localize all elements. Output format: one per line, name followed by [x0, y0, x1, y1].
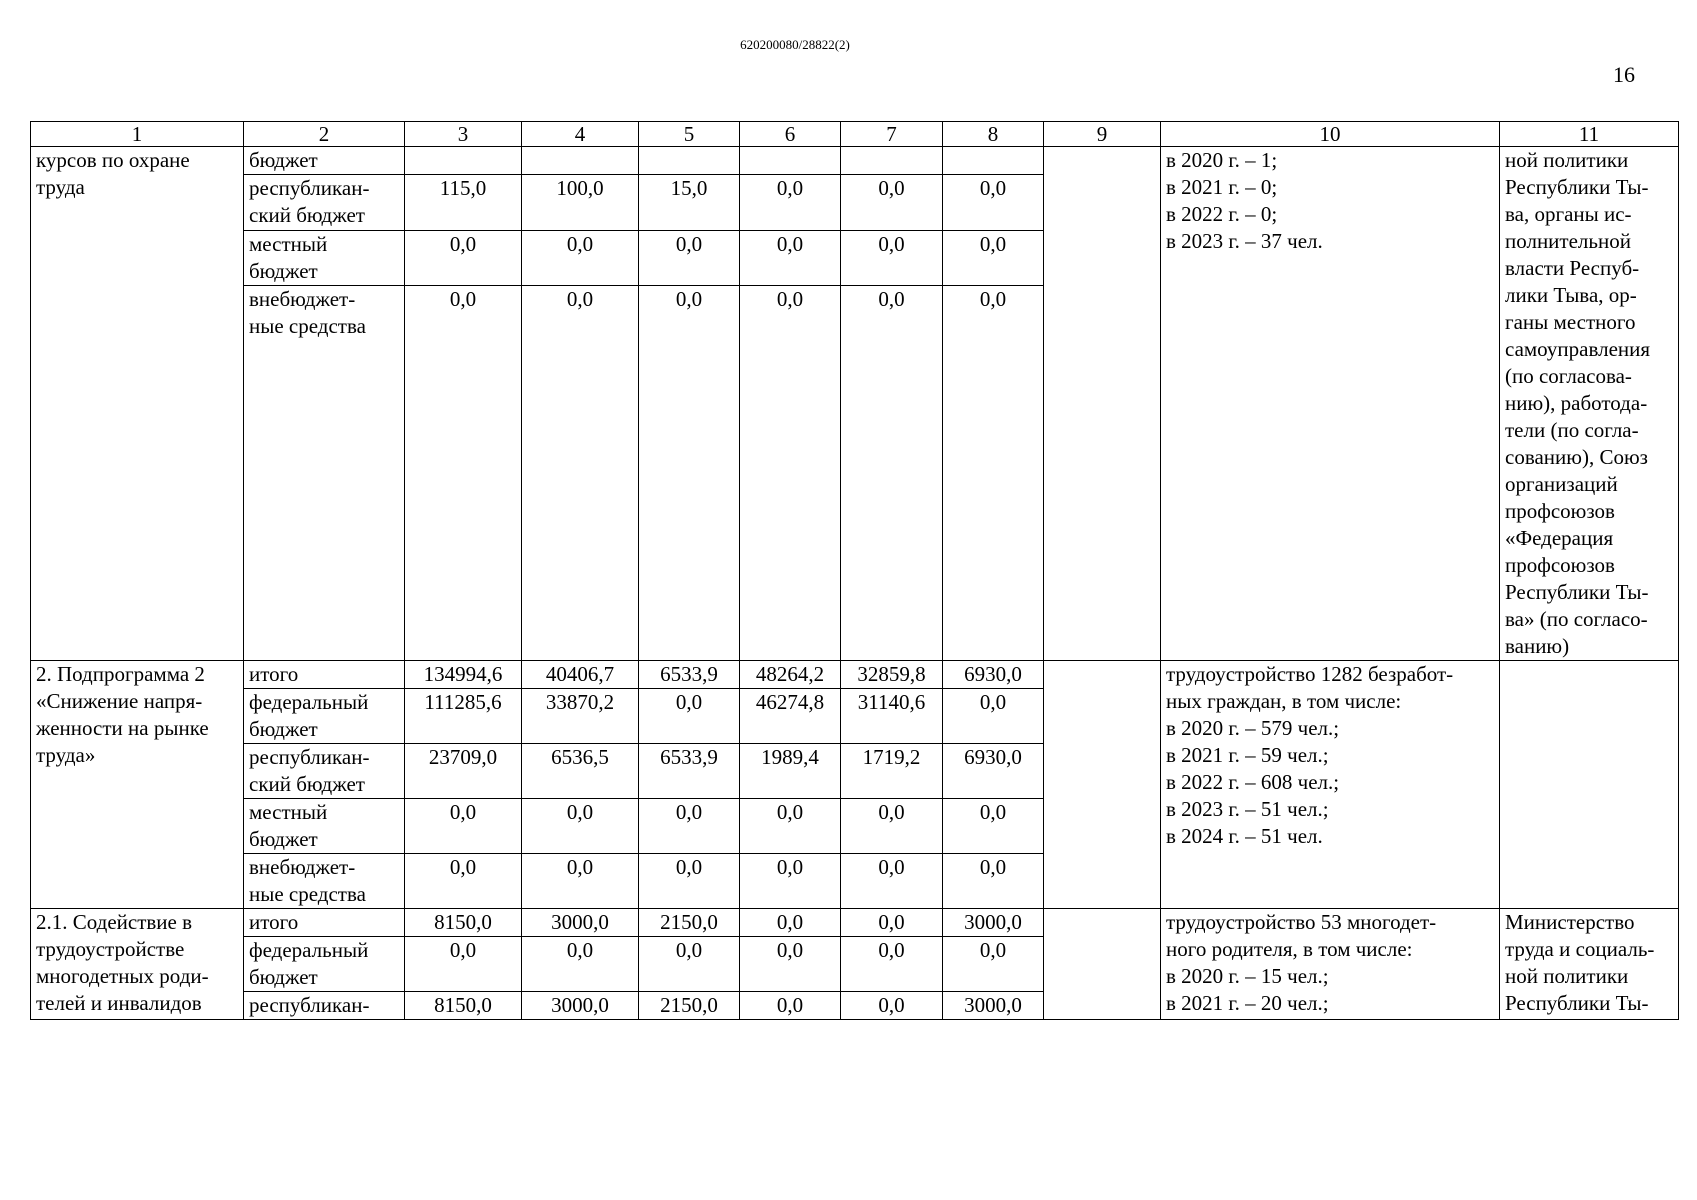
value-cell: 3000,0	[943, 909, 1044, 937]
column-number: 4	[522, 122, 639, 147]
value-cell: 0,0	[405, 799, 522, 854]
value-cell: 0,0	[841, 909, 943, 937]
value-cell: 0,0	[841, 175, 943, 230]
page-number: 16	[1613, 62, 1635, 87]
value-cell: 23709,0	[405, 744, 522, 799]
value-cell: 115,0	[405, 175, 522, 230]
value-cell: 0,0	[522, 286, 639, 661]
value-cell: 0,0	[740, 175, 841, 230]
value-cell: 1989,4	[740, 744, 841, 799]
document-id: 620200080/28822(2)	[740, 37, 850, 52]
value-cell: 0,0	[522, 230, 639, 285]
value-cell: 0,0	[522, 799, 639, 854]
value-cell: 0,0	[740, 799, 841, 854]
value-cell	[522, 147, 639, 175]
value-cell: 0,0	[841, 854, 943, 909]
value-cell	[943, 147, 1044, 175]
value-cell: 6930,0	[943, 661, 1044, 689]
value-cell: 40406,7	[522, 661, 639, 689]
value-cell: 0,0	[943, 689, 1044, 744]
column-number: 8	[943, 122, 1044, 147]
column-number-row	[31, 122, 1679, 147]
value-cell: 100,0	[522, 175, 639, 230]
funding-source: республикан- ский бюджет	[244, 744, 405, 799]
expected-result: в 2020 г. – 1; в 2021 г. – 0; в 2022 г. – 0; в 2023 г. – 37 чел.	[1161, 147, 1500, 661]
value-cell: 32859,8	[841, 661, 943, 689]
value-cell: 0,0	[639, 689, 740, 744]
funding-source: внебюджет- ные средства	[244, 286, 405, 661]
value-cell: 8150,0	[405, 909, 522, 937]
column-number: 3	[405, 122, 522, 147]
value-cell: 6930,0	[943, 744, 1044, 799]
value-cell: 0,0	[841, 992, 943, 1020]
value-cell: 48264,2	[740, 661, 841, 689]
value-cell: 0,0	[522, 937, 639, 992]
expected-result: трудоустройство 53 многодет- ного родителя, в том числе: в 2020 г. – 15 чел.; в 2021 г. – 20 чел.;	[1161, 909, 1500, 1020]
value-cell: 0,0	[522, 854, 639, 909]
value-cell: 6533,9	[639, 661, 740, 689]
funding-source: федеральный бюджет	[244, 937, 405, 992]
value-cell: 0,0	[841, 286, 943, 661]
column-9-cell	[1044, 147, 1161, 661]
value-cell: 0,0	[943, 230, 1044, 285]
funding-source: местный бюджет	[244, 230, 405, 285]
value-cell: 0,0	[740, 937, 841, 992]
value-cell: 0,0	[740, 230, 841, 285]
value-cell: 0,0	[405, 286, 522, 661]
funding-source: местный бюджет	[244, 799, 405, 854]
value-cell: 3000,0	[943, 992, 1044, 1020]
value-cell	[841, 147, 943, 175]
column-9-cell	[1044, 661, 1161, 909]
value-cell: 46274,8	[740, 689, 841, 744]
program-table	[30, 121, 1679, 1020]
funding-source: внебюджет- ные средства	[244, 854, 405, 909]
column-9-cell	[1044, 909, 1161, 1020]
value-cell: 0,0	[405, 230, 522, 285]
value-cell: 6536,5	[522, 744, 639, 799]
activity-name: 2.1. Содействие в трудоустройстве многодетных роди- телей и инвалидов	[31, 909, 244, 1020]
value-cell: 1719,2	[841, 744, 943, 799]
expected-result: трудоустройство 1282 безработ- ных граждан, в том числе: в 2020 г. – 579 чел.; в 2021 г. – 59 чел.; в 2022 г. – 608 чел.; в 2023 г. – 51 чел.; в 2024 г. – 51 чел.	[1161, 661, 1500, 909]
value-cell: 15,0	[639, 175, 740, 230]
value-cell: 0,0	[405, 937, 522, 992]
value-cell	[740, 147, 841, 175]
value-cell: 0,0	[943, 799, 1044, 854]
value-cell: 0,0	[841, 230, 943, 285]
column-number: 6	[740, 122, 841, 147]
funding-source: итого	[244, 661, 405, 689]
executor: Министерство труда и социаль- ной политики Республики Ты-	[1500, 909, 1679, 1020]
value-cell: 3000,0	[522, 909, 639, 937]
table-row	[31, 147, 1679, 175]
value-cell: 33870,2	[522, 689, 639, 744]
value-cell: 0,0	[740, 909, 841, 937]
value-cell: 0,0	[405, 854, 522, 909]
value-cell: 111285,6	[405, 689, 522, 744]
value-cell	[405, 147, 522, 175]
value-cell: 0,0	[943, 854, 1044, 909]
value-cell: 0,0	[841, 937, 943, 992]
activity-name: курсов по охране труда	[31, 147, 244, 661]
value-cell: 2150,0	[639, 992, 740, 1020]
value-cell: 0,0	[639, 230, 740, 285]
activity-name: 2. Подпрограмма 2 «Снижение напря- женности на рынке труда»	[31, 661, 244, 909]
value-cell: 0,0	[943, 175, 1044, 230]
funding-source: итого	[244, 909, 405, 937]
value-cell: 0,0	[943, 286, 1044, 661]
column-number: 1	[31, 122, 244, 147]
column-number: 9	[1044, 122, 1161, 147]
funding-source: республикан- ский бюджет	[244, 175, 405, 230]
table-row	[31, 661, 1679, 689]
executor: ной политики Республики Ты- ва, органы ис- полнительной власти Респуб- лики Тыва, ор- ганы местного самоуправления (по согласова- нию), работода- тели (по согла- сованию), Союз организаций профсоюзов «Федерация профсоюзов Республики Ты- ва» (по согласо- ванию)	[1500, 147, 1679, 661]
value-cell: 6533,9	[639, 744, 740, 799]
value-cell	[639, 147, 740, 175]
value-cell: 0,0	[740, 854, 841, 909]
value-cell: 0,0	[639, 854, 740, 909]
value-cell: 0,0	[943, 937, 1044, 992]
funding-source: федеральный бюджет	[244, 689, 405, 744]
value-cell: 0,0	[841, 799, 943, 854]
value-cell: 0,0	[639, 286, 740, 661]
column-number: 2	[244, 122, 405, 147]
value-cell: 0,0	[740, 286, 841, 661]
value-cell: 3000,0	[522, 992, 639, 1020]
value-cell: 31140,6	[841, 689, 943, 744]
column-number: 11	[1500, 122, 1679, 147]
column-number: 7	[841, 122, 943, 147]
value-cell: 0,0	[740, 992, 841, 1020]
column-number: 10	[1161, 122, 1500, 147]
value-cell: 2150,0	[639, 909, 740, 937]
value-cell: 8150,0	[405, 992, 522, 1020]
value-cell: 0,0	[639, 937, 740, 992]
table-row	[31, 909, 1679, 937]
value-cell: 0,0	[639, 799, 740, 854]
value-cell: 134994,6	[405, 661, 522, 689]
column-number: 5	[639, 122, 740, 147]
funding-source: республикан-	[244, 992, 405, 1020]
executor	[1500, 661, 1679, 909]
funding-source: бюджет	[244, 147, 405, 175]
